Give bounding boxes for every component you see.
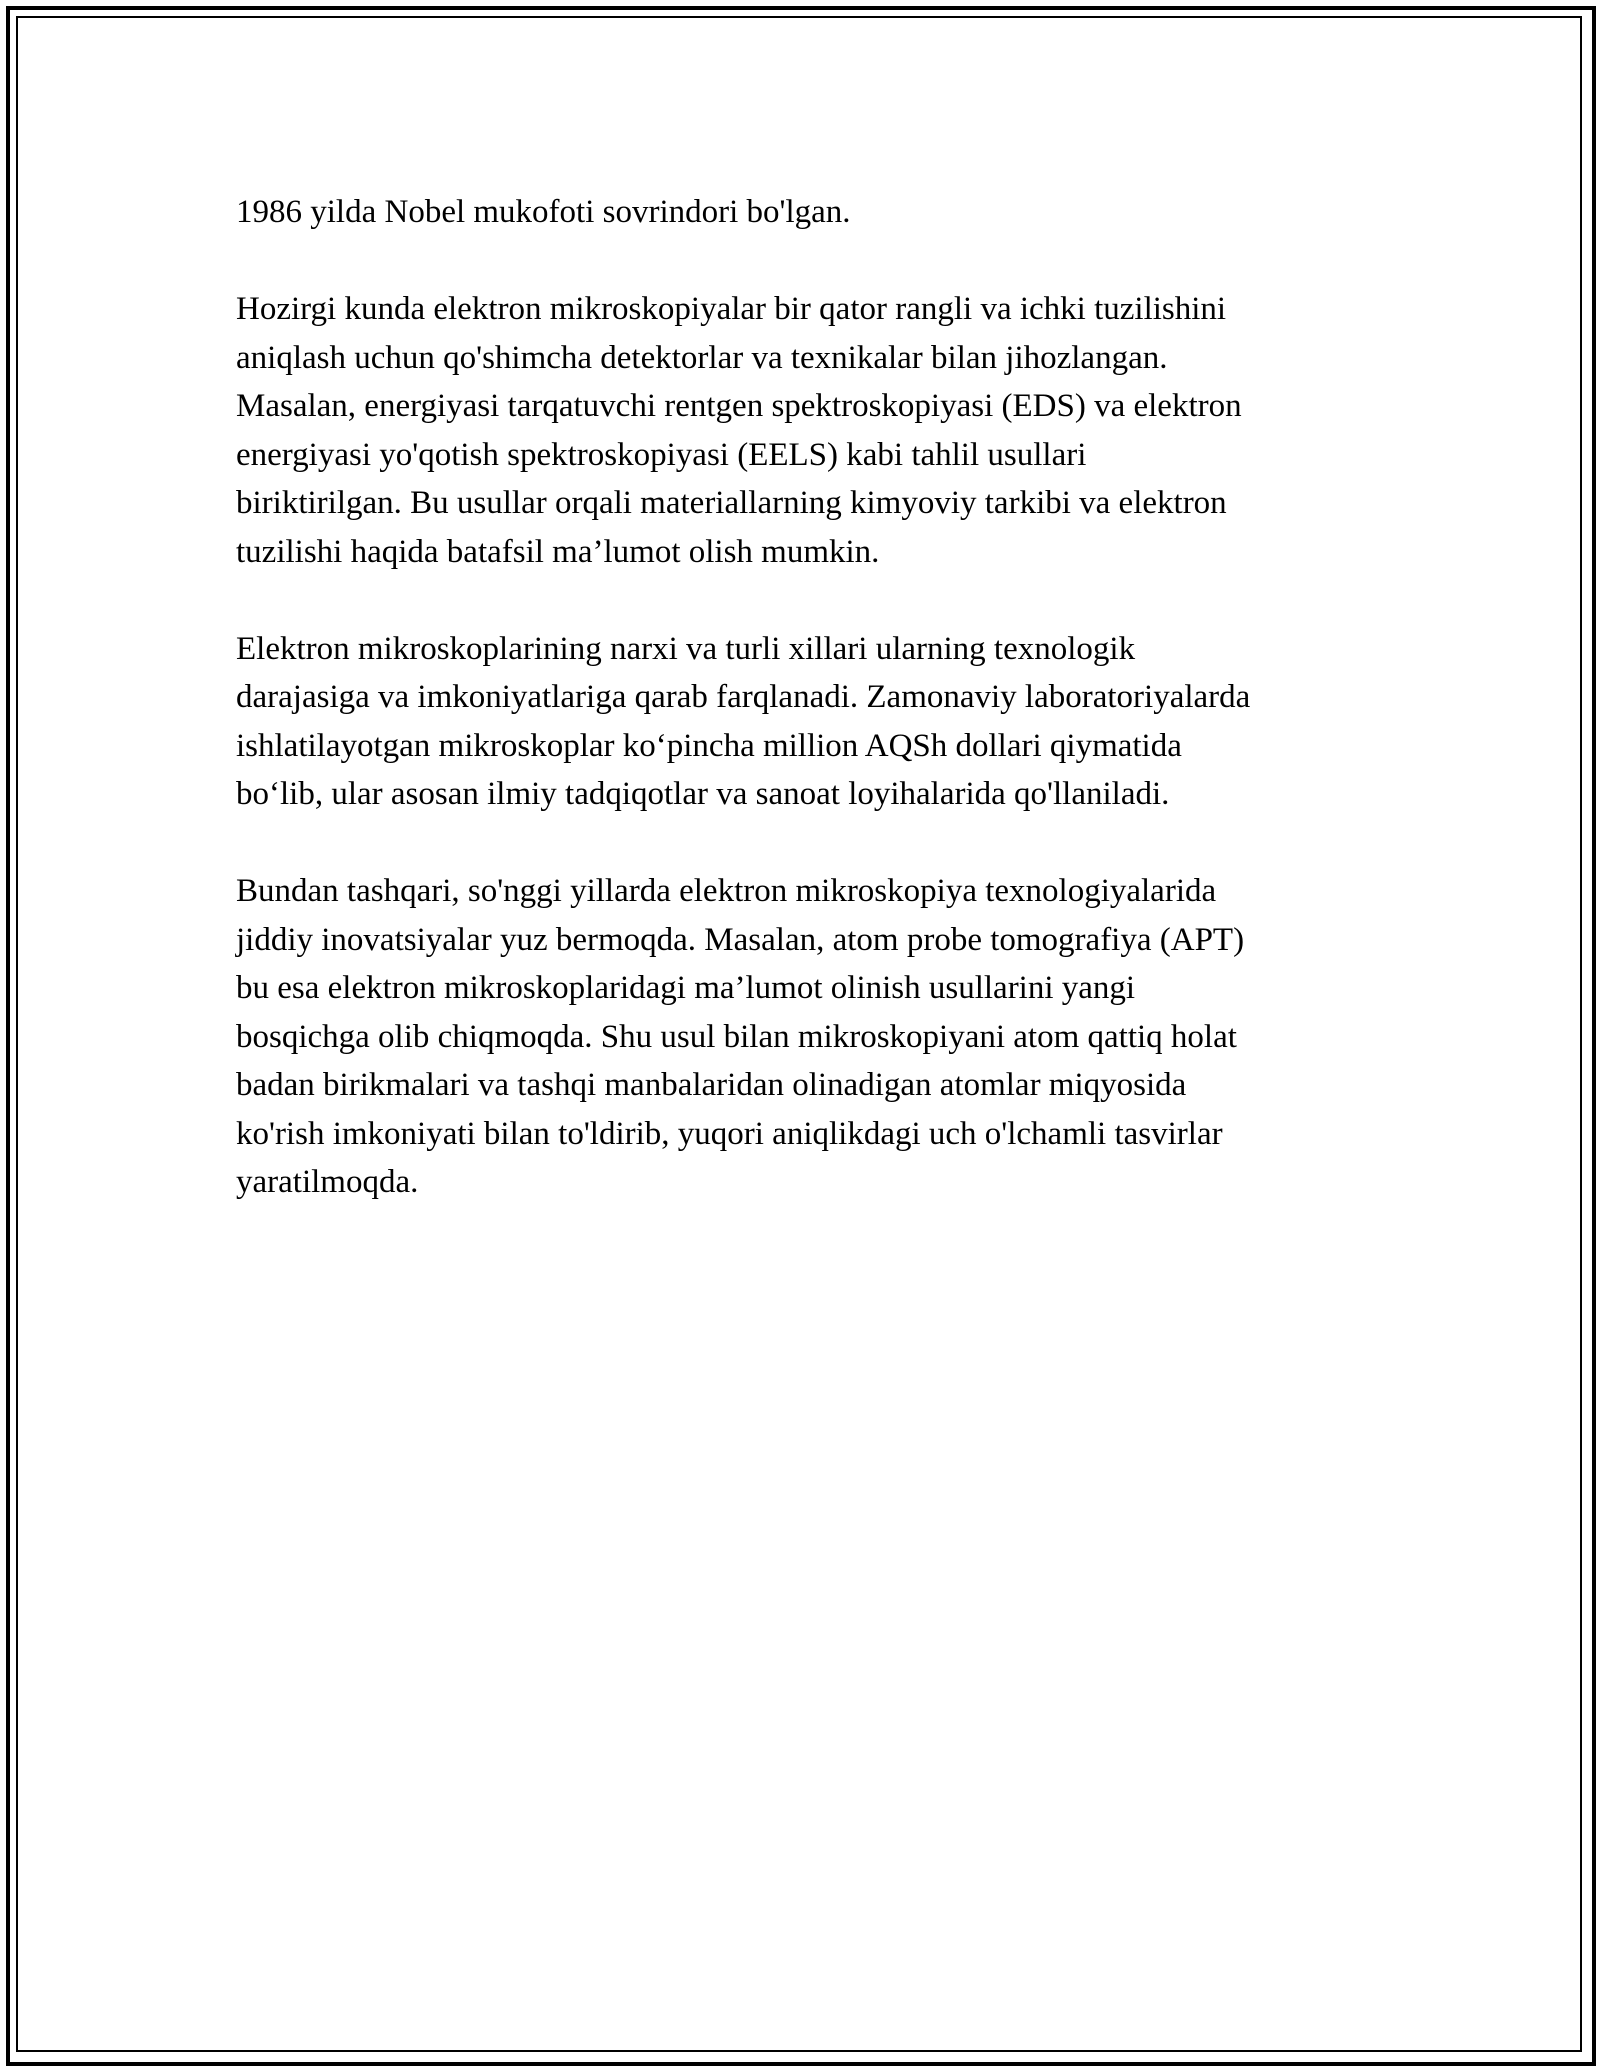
document-body <box>236 188 1386 1255</box>
paragraph-detectors: Hozirgi kunda elektron mikroskopiyalar bir qator rangli va ichki tuzilishini aniqlash uchun qo'shimcha detektorlar va texnikalar bilan jihozlangan. Masalan, energiyasi tarqatuvchi rentgen spektroskopiyasi (EDS) va elektron energiyasi yo'qotish spektroskopiyasi (EELS) kabi tahlil usullari biriktirilgan. Bu usullar orqali materiallarning kimyoviy tarkibi va elektron tuzilishi haqida batafsil ma’lumot olish mumkin. <box>236 291 1242 570</box>
paragraph-nobel-prize: 1986 yilda Nobel mukofoti sovrindori bo'lgan. <box>236 194 851 230</box>
paragraph-innovations: Bundan tashqari, so'nggi yillarda elektron mikroskopiya texnologiyalarida jiddiy inovatsiyalar yuz bermoqda. Masalan, atom probe tomografiya (APT) bu esa elektron mikroskoplaridagi ma’lumot olinish usullarini yangi bosqichga olib chiqmoqda. Shu usul bilan mikroskopiyani atom qattiq holat badan birikmalari va tashqi manbalaridan olinadigan atomlar miqyosida ko'rish imkoniyati bilan to'ldirib, yuqori aniqlikdagi uch o'lchamli tasvirlar yaratilmoqda. <box>236 873 1245 1200</box>
paragraph-microscope-prices: Elektron mikroskoplarining narxi va turli xillari ularning texnologik darajasiga va imkoniyatlariga qarab farqlanadi. Zamonaviy laboratoriyalarda ishlatilayotgan mikroskoplar ko‘pincha million AQSh dollari qiymatida bo‘lib, ular asosan ilmiy tadqiqotlar va sanoat loyihalarida qo'llaniladi. <box>236 630 1251 812</box>
